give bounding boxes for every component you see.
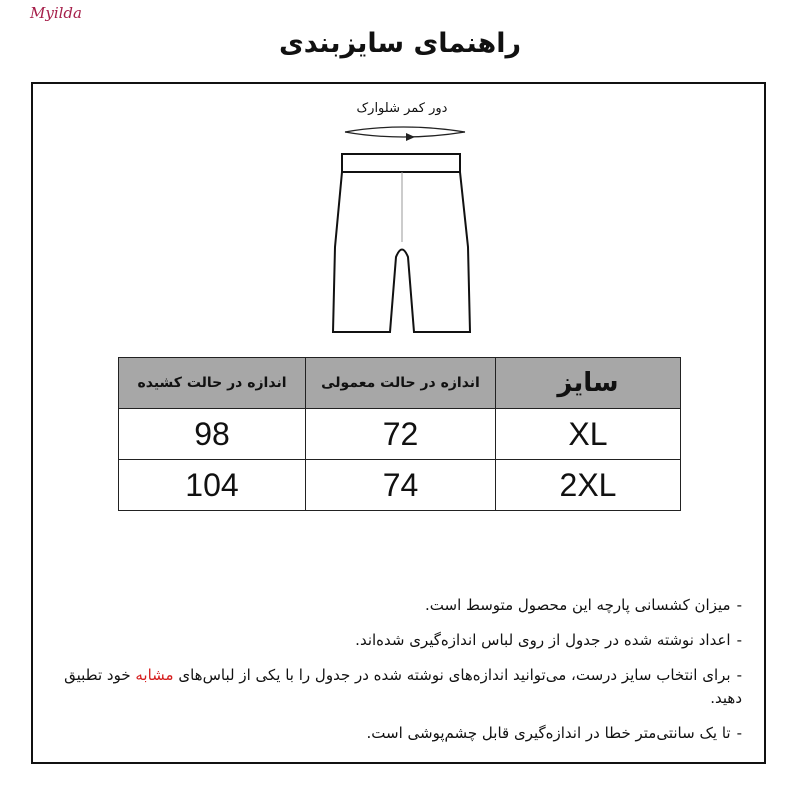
waist-arrow-icon [345, 127, 465, 141]
note-bullet: - [736, 631, 742, 649]
cell-size: XL [496, 409, 681, 460]
note-text-tail: خود تطبیق دهید. [64, 666, 742, 707]
cell-normal: 72 [306, 409, 496, 460]
cell-normal: 74 [306, 460, 496, 511]
cell-stretched: 104 [119, 460, 306, 511]
waist-label: دور کمر شلوارک [356, 101, 448, 116]
note-bullet: - [736, 724, 742, 742]
header-normal: اندازه در حالت معمولی [306, 358, 496, 409]
note-bullet: - [736, 596, 742, 614]
shorts-outline [333, 154, 470, 332]
note-item [52, 629, 742, 652]
note-text: تا یک سانتی‌متر خطا در اندازه‌گیری قابل چشم‌پوشی است. [366, 724, 731, 742]
size-table [118, 357, 681, 511]
cell-size: 2XL [496, 460, 681, 511]
header-stretched: اندازه در حالت کشیده [119, 358, 306, 409]
brand-logo: Myilda [30, 4, 82, 22]
note-highlight: مشابه [135, 666, 174, 684]
note-bullet: - [736, 666, 742, 684]
table-row [119, 460, 681, 511]
table-row [119, 409, 681, 460]
note-text: اعداد نوشته شده در جدول از روی لباس اندازه‌گیری شده‌اند. [355, 631, 731, 649]
note-text: میزان کشسانی پارچه این محصول متوسط است. [425, 596, 731, 614]
table-header-row [119, 358, 681, 409]
note-item [52, 594, 742, 617]
note-item [52, 664, 742, 710]
note-item [52, 722, 742, 745]
header-size: سایز [496, 358, 681, 409]
shorts-diagram [320, 92, 480, 346]
shorts-illustration [320, 92, 480, 342]
note-text: برای انتخاب سایز درست، می‌توانید اندازه‌های نوشته شده در جدول را با یکی از لباس‌های [178, 666, 731, 684]
notes-list [52, 594, 742, 757]
page-title: راهنمای سایزبندی [278, 28, 522, 59]
cell-stretched: 98 [119, 409, 306, 460]
